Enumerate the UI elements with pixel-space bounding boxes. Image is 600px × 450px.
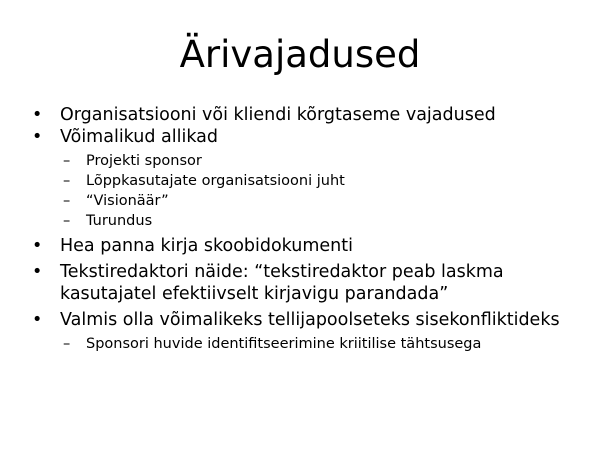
slide-content xyxy=(30,104,578,354)
sub-bullet-text: Sponsori huvide identifitseerimine kriitilise tähtsusega xyxy=(86,336,482,352)
dash-icon: – xyxy=(63,193,71,209)
sub-bullet-text: Lõppkasutajate organisatsiooni juht xyxy=(86,173,345,189)
bullet-text-line: kasutajatel efektiivselt kirjavigu parandada” xyxy=(60,284,449,304)
sub-bullet-item xyxy=(30,171,578,191)
bullet-item xyxy=(30,104,578,126)
bullet-dot-icon: • xyxy=(32,310,43,330)
dash-icon: – xyxy=(63,173,71,189)
bullet-dot-icon: • xyxy=(32,127,43,147)
bullet-dot-icon: • xyxy=(32,262,43,282)
slide-title: Ärivajadused xyxy=(179,33,421,76)
dash-icon: – xyxy=(63,213,71,229)
bullet-item xyxy=(30,126,578,148)
bullet-item xyxy=(30,235,578,257)
sub-bullet-text: “Visionäär” xyxy=(86,193,169,209)
dash-icon: – xyxy=(63,336,71,352)
sub-bullet-item xyxy=(30,191,578,211)
bullet-item xyxy=(30,261,578,305)
sub-bullet-item xyxy=(30,211,578,231)
bullet-text: Hea panna kirja skoobidokumenti xyxy=(60,236,353,256)
bullet-dot-icon: • xyxy=(32,105,43,125)
bullet-text: Võimalikud allikad xyxy=(60,127,219,147)
dash-icon: – xyxy=(63,153,71,169)
bullet-text-line: Tekstiredaktori näide: “tekstiredaktor peab laskma xyxy=(60,262,504,282)
sub-bullet-text: Turundus xyxy=(86,213,153,229)
bullet-text: Organisatsiooni või kliendi kõrgtaseme vajadused xyxy=(60,105,496,125)
sub-bullet-text: Projekti sponsor xyxy=(86,153,202,169)
bullet-dot-icon: • xyxy=(32,236,43,256)
bullet-text: Valmis olla võimalikeks tellijapoolseteks sisekonfliktideks xyxy=(60,310,560,330)
sub-bullet-item xyxy=(30,151,578,171)
bullet-item xyxy=(30,309,578,331)
sub-bullet-item xyxy=(30,334,578,354)
